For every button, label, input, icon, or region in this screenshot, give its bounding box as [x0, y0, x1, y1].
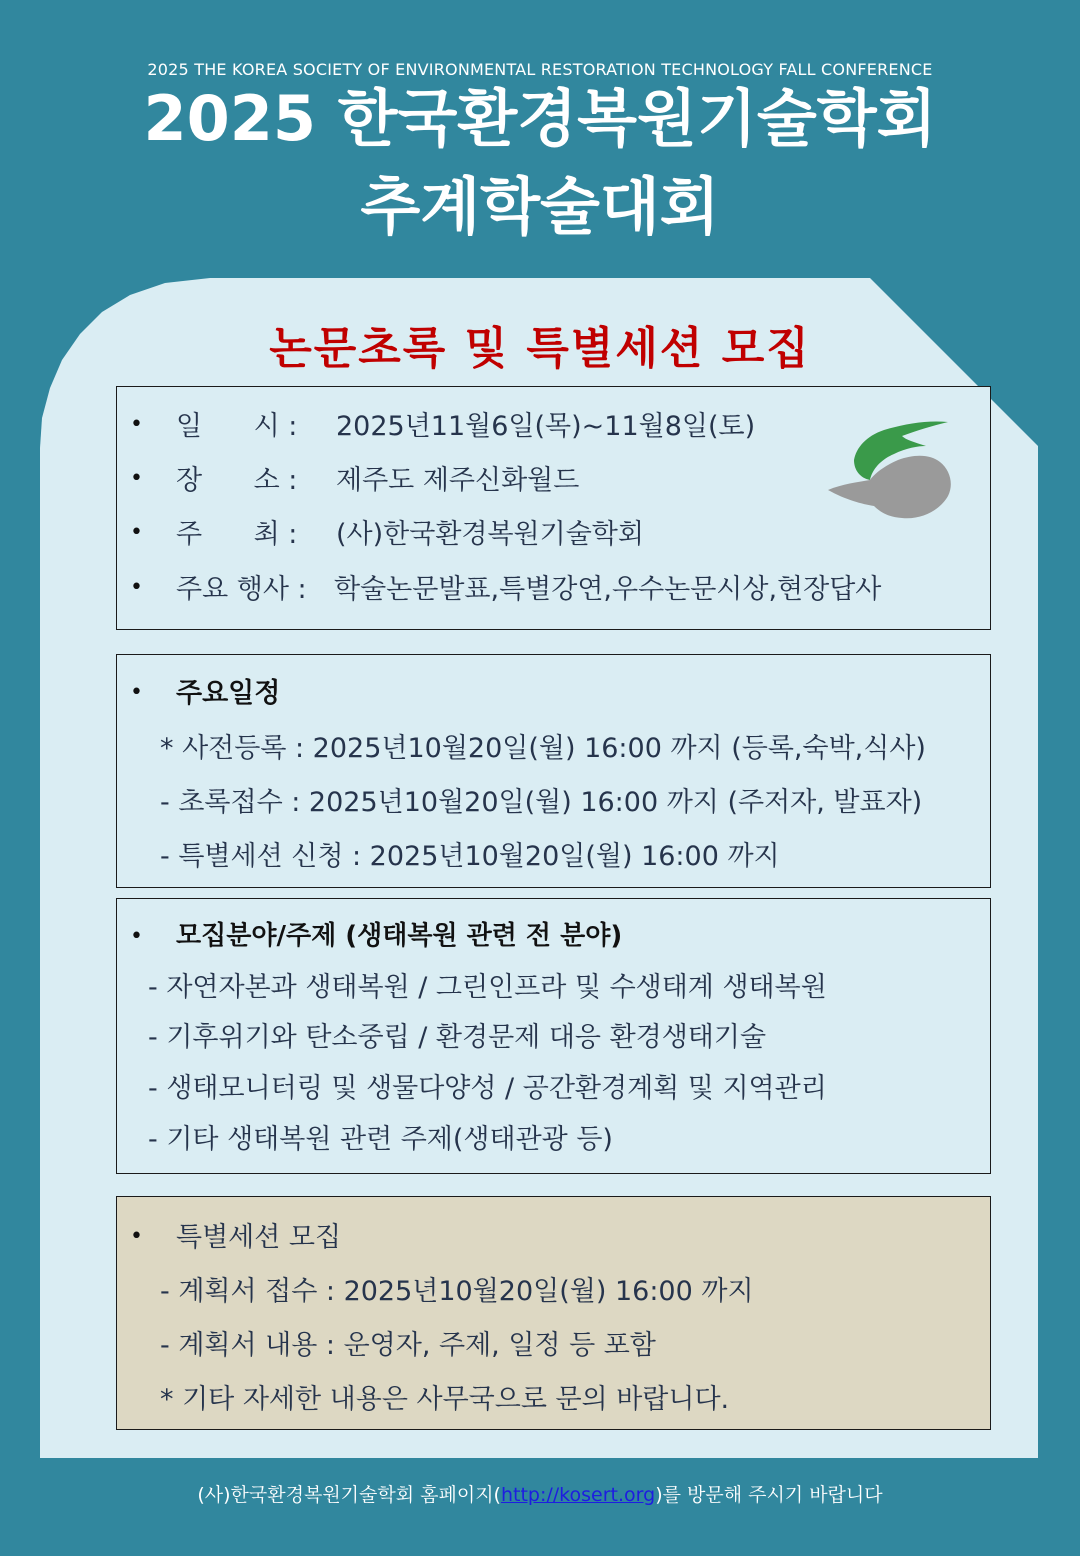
events-value: 학술논문발표,특별강연,우수논문시상,현장답사 [334, 574, 882, 605]
field-item: - 자연자본과 생태복원 / 그린인프라 및 수생태계 생태복원 [148, 972, 827, 1003]
events-label: 주요 행사 : [176, 574, 307, 605]
date-label: 일 시 : [176, 411, 298, 442]
bullet: • [130, 466, 143, 491]
place-value: 제주도 제주신화월드 [336, 465, 580, 496]
bullet: • [130, 575, 143, 600]
special-heading: 특별세션 모집 [176, 1222, 342, 1253]
society-logo-icon [822, 418, 954, 524]
page-title-line2: 추계학술대회 [360, 170, 720, 243]
page-title-line1: 2025 한국환경복원기술학회 [143, 82, 937, 155]
schedule-item: - 특별세션 신청 : 2025년10월20일(월) 16:00 까지 [160, 841, 780, 872]
recruit-title: 논문초록 및 특별세션 모집 [269, 323, 811, 374]
footer-note [0, 1480, 1080, 1507]
logo-gray-shape [828, 456, 951, 519]
field-item: - 생태모니터링 및 생물다양성 / 공간환경계획 및 지역관리 [148, 1073, 827, 1104]
bullet: • [130, 1224, 143, 1249]
footer-prefix: (사)한국환경복원기술학회 홈페이지( [197, 1484, 501, 1506]
bullet: • [130, 680, 143, 705]
schedule-item: - 초록접수 : 2025년10월20일(월) 16:00 까지 (주저자, 발표자) [160, 787, 923, 818]
schedule-item: * 사전등록 : 2025년10월20일(월) 16:00 까지 (등록,숙박,식사) [160, 733, 926, 764]
special-item: * 기타 자세한 내용은 사무국으로 문의 바랍니다. [160, 1384, 730, 1415]
host-label: 주 최 : [176, 519, 298, 550]
bullet: • [130, 924, 143, 949]
field-item: - 기타 생태복원 관련 주제(생태관광 등) [148, 1124, 613, 1155]
bullet: • [130, 520, 143, 545]
footer-suffix: )를 방문해 주시기 바랍니다 [655, 1484, 883, 1506]
schedule-heading: 주요일정 [176, 678, 281, 709]
host-value: (사)한국환경복원기술학회 [336, 519, 644, 550]
subtitle-en: 2025 THE KOREA SOCIETY OF ENVIRONMENTAL RESTORATION TECHNOLOGY FALL CONFERENCE [147, 60, 933, 79]
special-item: - 계획서 접수 : 2025년10월20일(월) 16:00 까지 [160, 1276, 754, 1307]
field-item: - 기후위기와 탄소중립 / 환경문제 대응 환경생태기술 [148, 1022, 767, 1053]
special-item: - 계획서 내용 : 운영자, 주제, 일정 등 포함 [160, 1330, 656, 1361]
bullet: • [130, 412, 143, 437]
homepage-link[interactable]: http://kosert.org [500, 1484, 656, 1506]
place-label: 장 소 : [176, 465, 298, 496]
date-value: 2025년11월6일(목)~11월8일(토) [336, 411, 756, 442]
fields-heading: 모집분야/주제 (생태복원 관련 전 분야) [176, 921, 623, 951]
